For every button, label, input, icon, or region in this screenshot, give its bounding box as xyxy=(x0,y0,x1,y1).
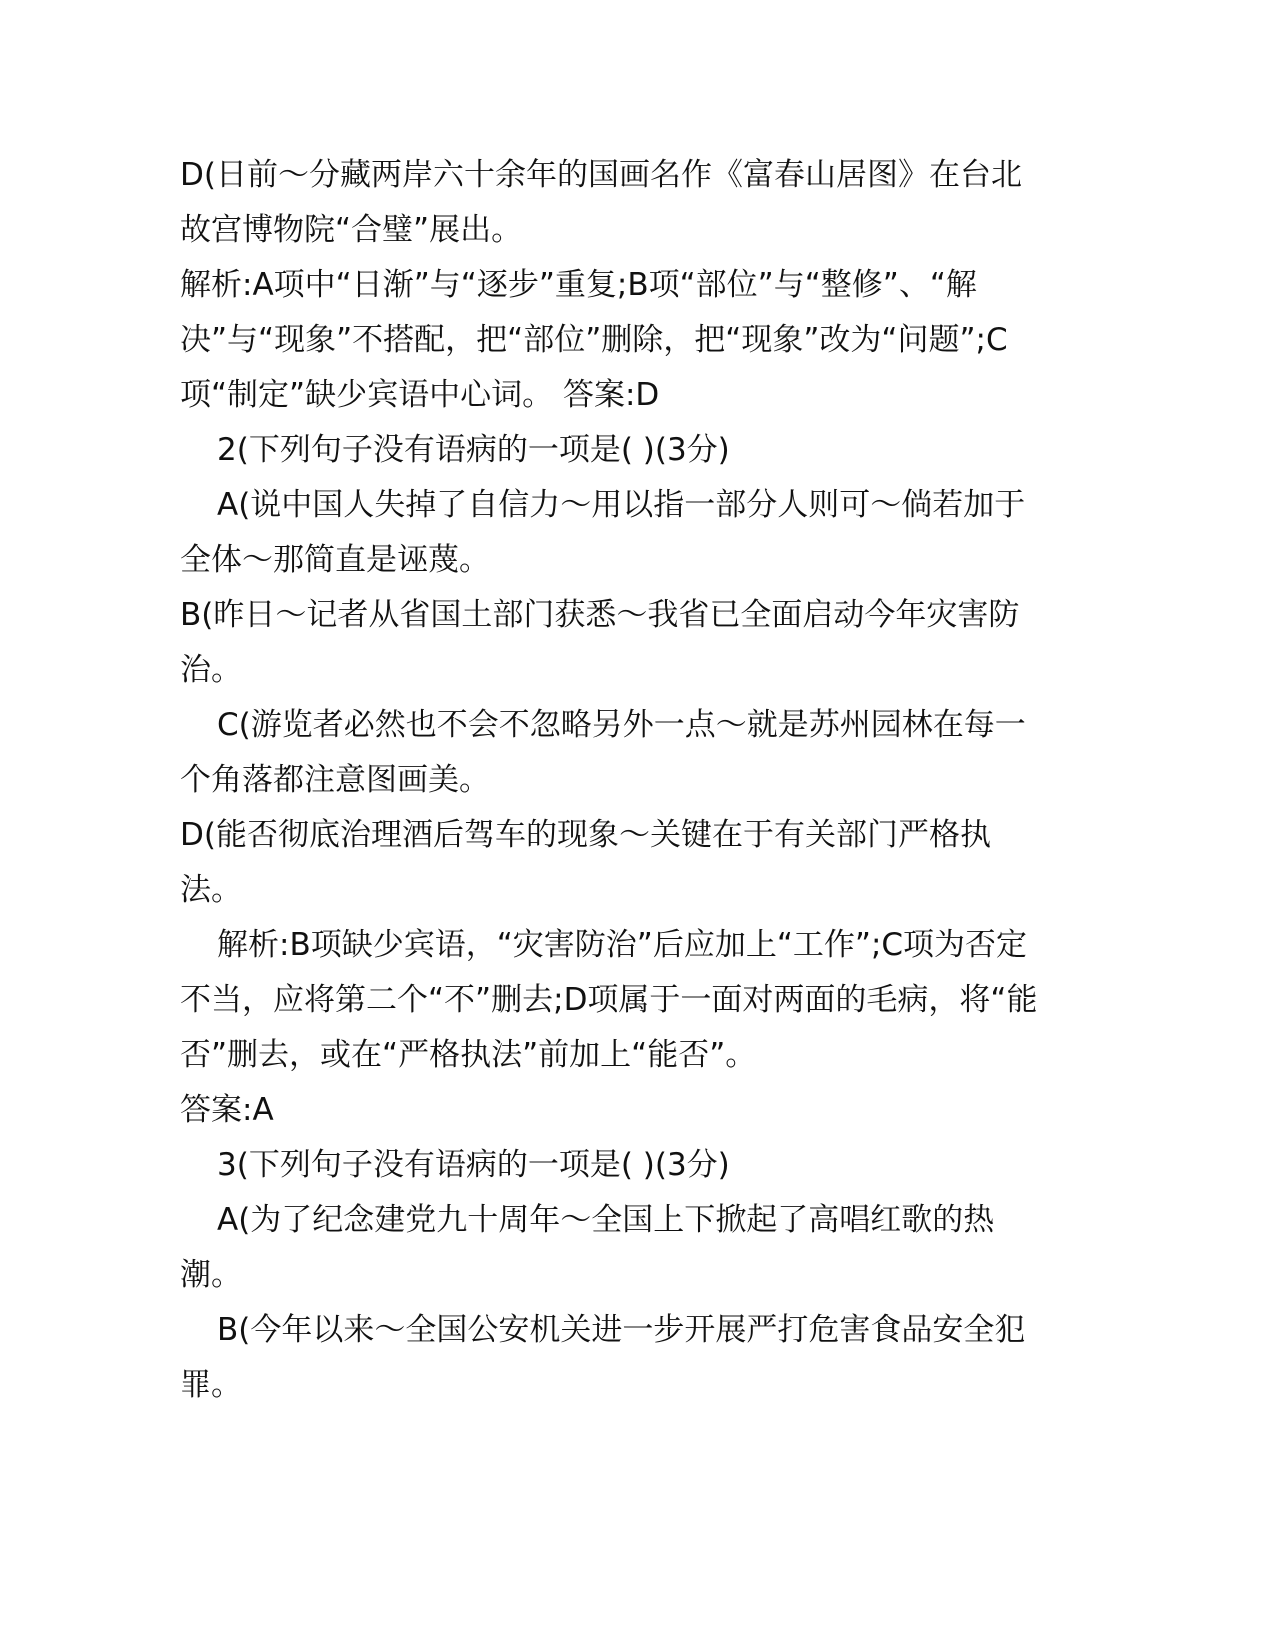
paragraph-analysis-2: 解析:B项缺少宾语，“灾害防治”后应加上“工作”;C项为否定不当，应将第二个“不”删去;D项属于一面对两面的毛病，将“能否”删去，或在“严格执法”前加上“能否”。 xyxy=(180,927,1038,1073)
paragraph-q2-option-d: D(能否彻底治理酒后驾车的现象～关键在于有关部门严格执法。 xyxy=(180,817,991,908)
paragraph-q2-option-b: B(昨日～记者从省国土部门获悉～我省已全面启动今年灾害防治。 xyxy=(180,597,1020,688)
paragraph-analysis-1: 解析:A项中“日渐”与“逐步”重复;B项“部位”与“整修”、“解决”与“现象”不搭配，把“部位”删除，把“现象”改为“问题”;C项“制定”缺少宾语中心词。 答案:D xyxy=(180,267,1008,413)
paragraph-q3-option-a: A(为了纪念建党九十周年～全国上下掀起了高唱红歌的热潮。 xyxy=(180,1202,995,1293)
paragraph-option-d: D(日前～分藏两岸六十余年的国画名作《富春山居图》在台北故宫博物院“合璧”展出。 xyxy=(180,157,1022,248)
paragraph-question-2: 2(下列句子没有语病的一项是( )(3分) xyxy=(217,432,730,468)
document-body xyxy=(180,148,1040,1413)
paragraph-q2-option-a: A(说中国人失掉了自信力～用以指一部分人则可～倘若加于全体～那简直是诬蔑。 xyxy=(180,487,1026,578)
paragraph-question-3: 3(下列句子没有语病的一项是( )(3分) xyxy=(217,1147,730,1183)
paragraph-q3-option-b: B(今年以来～全国公安机关进一步开展严打危害食品安全犯罪。 xyxy=(180,1312,1026,1403)
paragraph-q2-option-c: C(游览者必然也不会不忽略另外一点～就是苏州园林在每一个角落都注意图画美。 xyxy=(180,707,1026,798)
paragraph-answer-2: 答案:A xyxy=(180,1092,274,1128)
